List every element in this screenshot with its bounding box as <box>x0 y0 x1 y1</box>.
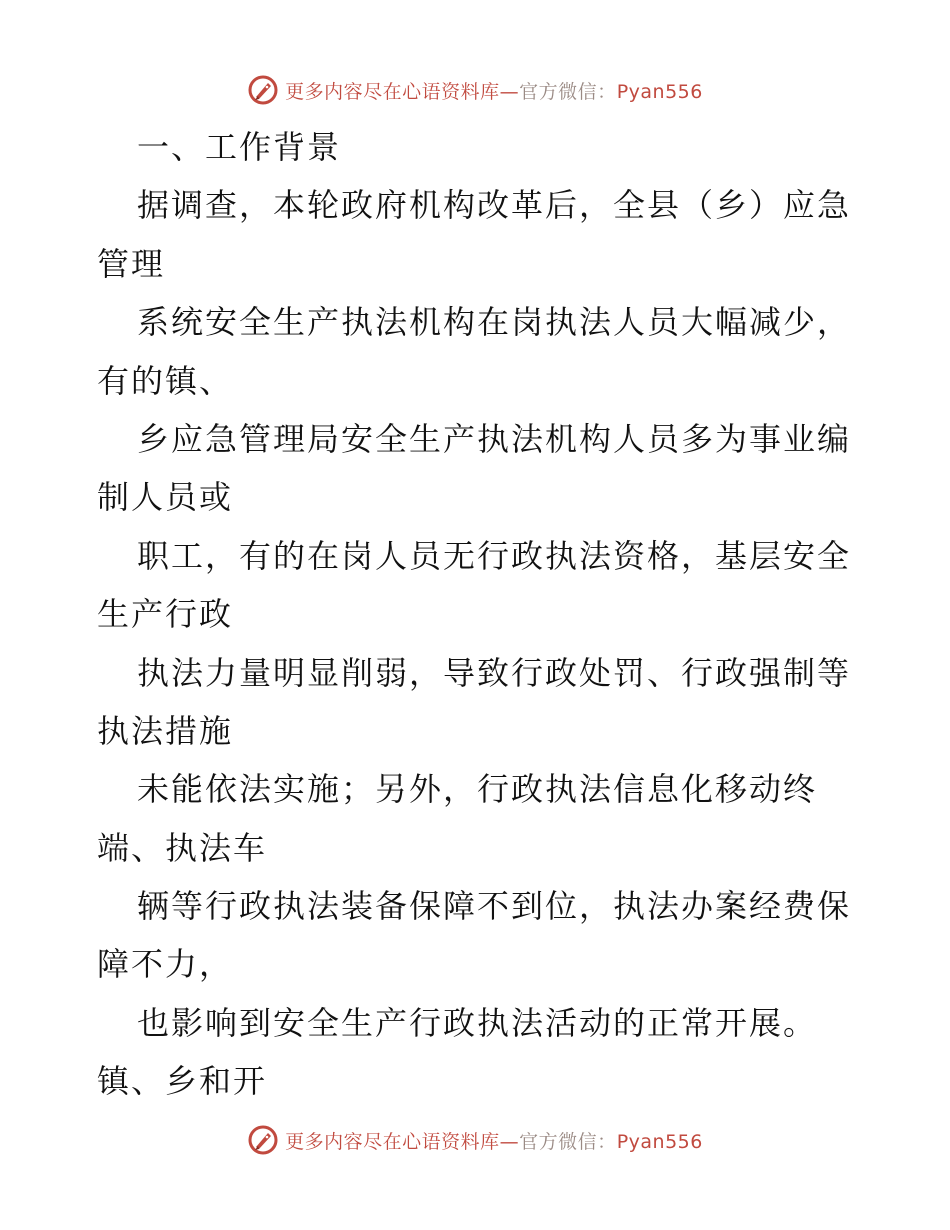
watermark-label: 官方微信： <box>519 80 617 103</box>
watermark-wechat-id: Pyan556 <box>616 1130 703 1153</box>
watermark-brand: 更多内容尽在心语资料库 <box>285 1130 500 1153</box>
document-line: 制人员或 <box>97 478 234 517</box>
document-line: 系统安全生产执法机构在岗执法人员大幅减少， <box>137 303 852 342</box>
footer-watermark-banner <box>0 1120 950 1160</box>
document-line: 职工，有的在岗人员无行政执法资格，基层安全 <box>137 536 852 575</box>
document-line: 生产行政 <box>97 595 234 634</box>
document-line: 也影响到安全生产行政执法活动的正常开展。 <box>137 1003 818 1042</box>
document-line: 管理 <box>97 244 166 283</box>
document-line: 有的镇、 <box>97 361 234 400</box>
watermark-label: 官方微信： <box>519 1130 617 1153</box>
document-line: 未能依法实施；另外，行政执法信息化移动终 <box>137 770 818 809</box>
document-line: 乡应急管理局安全生产执法机构人员多为事业编 <box>137 419 852 458</box>
footer-watermark-text <box>285 1127 703 1154</box>
watermark-dash: — <box>499 80 520 103</box>
document-line: 障不力， <box>97 945 234 984</box>
document-body <box>97 118 857 1111</box>
document-line: 一、工作背景 <box>137 128 342 166</box>
document-line: 辆等行政执法装备保障不到位，执法办案经费保 <box>137 887 852 926</box>
document-line: 镇、乡和开 <box>97 1062 268 1101</box>
pen-nib-logo-icon <box>247 1124 279 1156</box>
document-line: 执法力量明显削弱，导致行政处罚、行政强制等 <box>137 653 852 692</box>
pen-nib-logo-icon <box>247 74 279 106</box>
document-line: 端、执法车 <box>97 828 268 867</box>
watermark-brand: 更多内容尽在心语资料库 <box>285 80 500 103</box>
header-watermark-banner <box>0 70 950 110</box>
document-line: 据调查，本轮政府机构改革后，全县（乡）应急 <box>137 186 852 225</box>
watermark-dash: — <box>499 1130 520 1153</box>
watermark-wechat-id: Pyan556 <box>616 80 703 103</box>
header-watermark-text <box>285 77 703 104</box>
document-line: 执法措施 <box>97 711 234 750</box>
